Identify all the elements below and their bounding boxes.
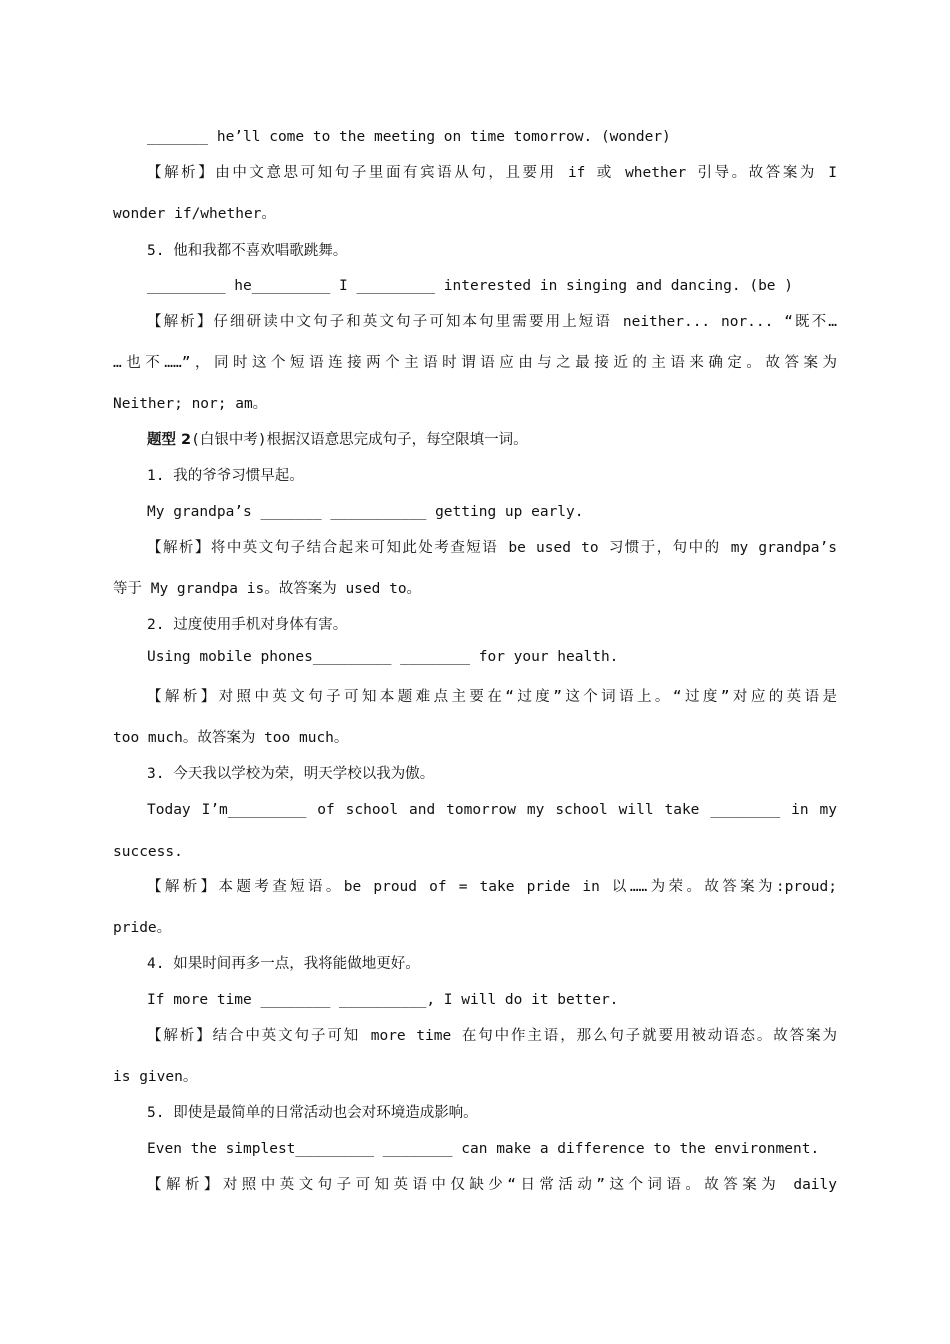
exercise-4-analysis: 【解析】由中文意思可知句子里面有宾语从句，且要用 if 或 whether 引导。故答案为 I	[147, 165, 837, 181]
question-5-answer: Neither; nor; am。	[113, 396, 268, 412]
s2-question-3-blank-sentence-cont: success.	[113, 844, 183, 860]
section-instructions: (白银中考)根据汉语意思完成句子，每空限填一词。	[191, 432, 528, 448]
s2-question-2-chinese: 2. 过度使用手机对身体有害。	[147, 617, 348, 633]
question-5-analysis: 【解析】仔细研读中文句子和英文句子可知本句里需要用上短语 neither... nor... “既不…	[147, 314, 837, 330]
s2-question-4-analysis: 【解析】结合中英文句子可知 more time 在句中作主语，那么句子就要用被动语态。故答案为	[147, 1028, 837, 1044]
s2-question-2-blank-sentence: Using mobile phones_________ ________ for your health.	[147, 649, 619, 665]
section-label: 题型 2	[147, 432, 192, 448]
s2-question-5-analysis: 【解析】对照中英文句子可知英语中仅缺少“日常活动”这个词语。故答案为 daily	[147, 1177, 837, 1193]
exercise-4-blank-sentence: _______ he’ll come to the meeting on time tomorrow. (wonder)	[147, 129, 671, 145]
question-5-chinese: 5. 他和我都不喜欢唱歌跳舞。	[147, 243, 348, 259]
s2-question-1-analysis-cont: 等于 My grandpa is。故答案为 used to。	[113, 581, 422, 597]
s2-question-3-chinese: 3. 今天我以学校为荣，明天学校以我为傲。	[147, 766, 435, 782]
s2-question-1-analysis: 【解析】将中英文句子结合起来可知此处考查短语 be used to 习惯于，句中的 my grandpa’s	[147, 540, 837, 556]
s2-question-5-blank-sentence: Even the simplest_________ ________ can make a difference to the environment.	[147, 1141, 820, 1157]
question-5-blank-sentence: _________ he_________ I _________ interested in singing and dancing. (be )	[147, 278, 794, 294]
s2-question-3-analysis-cont: pride。	[113, 920, 172, 936]
question-5-analysis-cont: …也不……”，同时这个短语连接两个主语时谓语应由与之最接近的主语来确定。故答案为	[113, 355, 837, 371]
s2-question-2-analysis: 【解析】对照中英文句子可知本题难点主要在“过度”这个词语上。“过度”对应的英语是	[147, 689, 837, 705]
s2-question-3-blank-sentence: Today I’m_________ of school and tomorrow my school will take ________ in my	[147, 802, 837, 818]
s2-question-1-chinese: 1. 我的爷爷习惯早起。	[147, 468, 304, 484]
s2-question-4-blank-sentence: If more time ________ __________, I will do it better.	[147, 992, 619, 1008]
s2-question-4-analysis-cont: is given。	[113, 1069, 198, 1085]
s2-question-5-chinese: 5. 即使是最简单的日常活动也会对环境造成影响。	[147, 1105, 478, 1121]
section-heading	[147, 430, 837, 450]
s2-question-1-blank-sentence: My grandpa’s _______ ___________ getting up early.	[147, 504, 584, 520]
s2-question-2-analysis-cont: too much。故答案为 too much。	[113, 730, 349, 746]
exercise-4-analysis-cont: wonder if/whether。	[113, 206, 276, 222]
s2-question-3-analysis: 【解析】本题考查短语。be proud of = take pride in 以……为荣。故答案为:proud;	[147, 879, 837, 895]
s2-question-4-chinese: 4. 如果时间再多一点，我将能做地更好。	[147, 956, 420, 972]
